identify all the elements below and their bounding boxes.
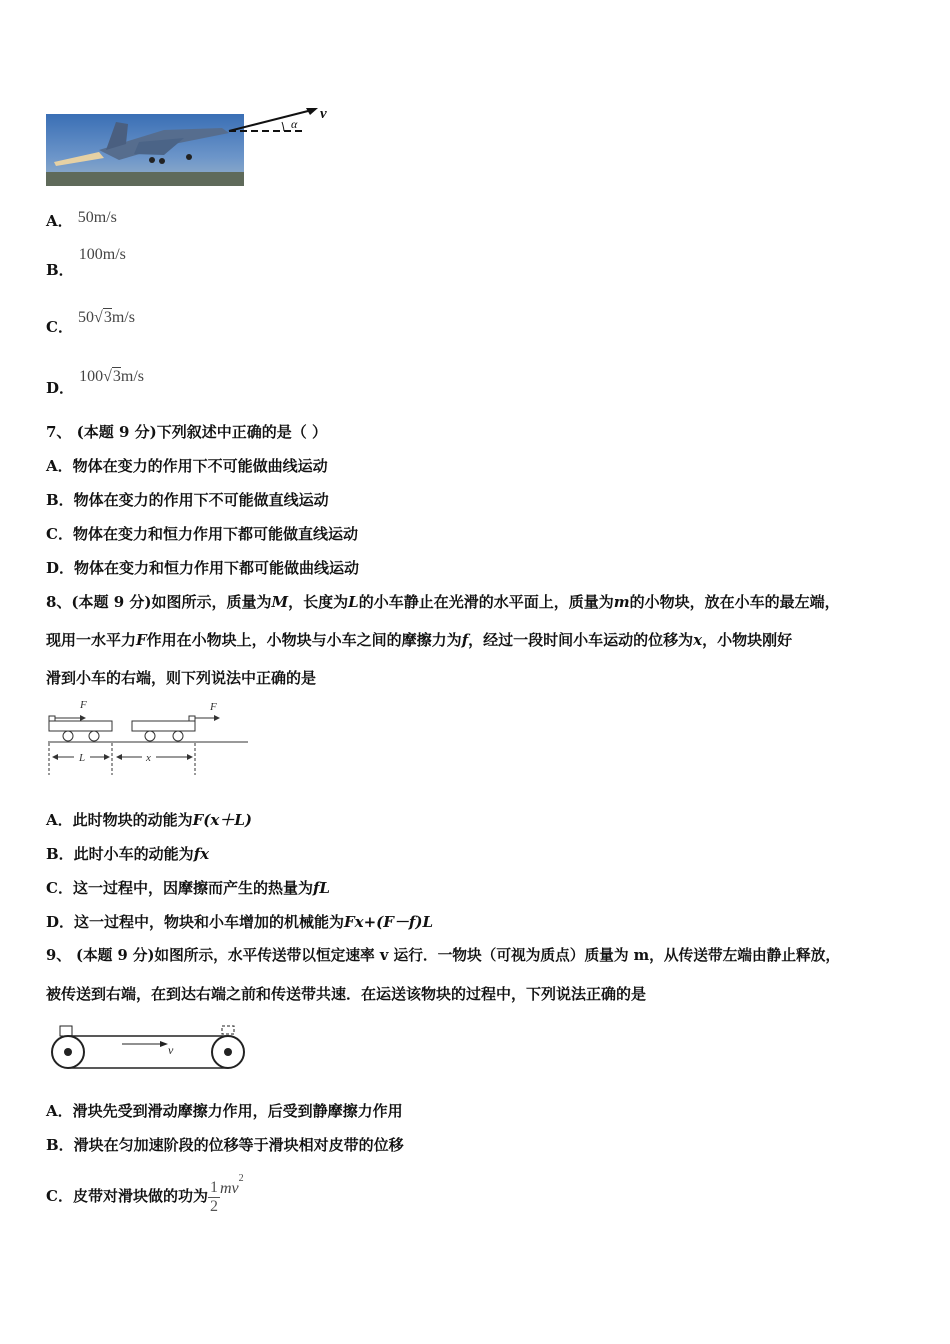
block-end: [222, 1026, 234, 1034]
q9-stem-line2: 被传送到右端，在到达右端之前和传送带共速．在运送该物块的过程中，下列说法正确的是: [46, 985, 647, 1003]
q7-stem: 7、 (本题 9 分)下列叙述中正确的是（ ）: [46, 423, 327, 441]
q8-stem-line3: 滑到小车的右端，则下列说法中正确的是: [46, 669, 317, 687]
q7-option-d: D．物体在变力和恒力作用下都可能做曲线运动: [46, 559, 360, 577]
q8-option-c: C．这一过程中，因摩擦而产生的热量为fL: [46, 879, 330, 897]
q8-stem-line1: 8、(本题 9 分)如图所示，质量为M，长度为L的小车静止在光滑的水平面上，质量为m的小物块，放在小车的最左端，: [46, 593, 840, 611]
conveyor-svg: [44, 1018, 254, 1078]
q7-option-c: C．物体在变力和恒力作用下都可能做直线运动: [46, 525, 358, 543]
q7-option-b: B．物体在变力的作用下不可能做直线运动: [46, 491, 329, 509]
force-label-left: F: [80, 699, 87, 711]
cart-diagram-svg: [44, 695, 254, 780]
q6-option-c: C． 50√3m/s: [46, 309, 135, 336]
cart-right: [132, 721, 195, 731]
q8-option-b: B．此时小车的动能为fx: [46, 845, 210, 863]
q9-option-a: A．滑块先受到滑动摩擦力作用，后受到静摩擦力作用: [46, 1102, 403, 1120]
block-left: [49, 716, 55, 721]
force-label-right: F: [210, 701, 217, 713]
jet-figure: [44, 100, 344, 190]
q9-figure: [44, 1018, 254, 1078]
alpha-label: α: [291, 117, 298, 131]
block-right: [189, 716, 195, 721]
q7-option-a: A．物体在变力的作用下不可能做曲线运动: [46, 457, 328, 475]
fraction-half: $\frac{1}{2}$: [209, 1178, 218, 1215]
length-label-L: L: [79, 752, 86, 764]
q6-option-a: A． 50m/s: [46, 209, 117, 230]
q8-option-a: A．此时物块的动能为F(x＋L): [46, 811, 252, 829]
q8-figure: [44, 695, 254, 780]
photo-ground: [46, 172, 244, 186]
block-start: [60, 1026, 72, 1036]
q6-option-b: B． 100m/s: [46, 246, 126, 279]
belt-velocity-label: v: [168, 1043, 174, 1057]
displacement-label-x: x: [146, 752, 151, 764]
q9-stem-line1: 9、 (本题 9 分)如图所示，水平传送带以恒定速率 v 运行．一物块（可视为质点）质量为 m，从传送带左端由静止释放，: [46, 947, 841, 964]
q9-option-b: B．滑块在匀加速阶段的位移等于滑块相对皮带的位移: [46, 1136, 404, 1154]
q8-option-d: D．这一过程中，物块和小车增加的机械能为Fx+(F－f)L: [46, 913, 434, 931]
q8-stem-line2: 现用一水平力F作用在小物块上，小物块与小车之间的摩擦力为f，经过一段时间小车运动的位移为x，小物块刚好: [46, 631, 793, 649]
q6-option-d: D． 100√3m/s: [46, 368, 145, 397]
cart-left: [49, 721, 112, 731]
jet-figure-svg: [44, 100, 344, 190]
q9-option-c: C．皮带对滑块做的功为 $\frac{1}{2}$ $mv^2$: [46, 1173, 244, 1215]
v-label: v: [320, 106, 327, 122]
